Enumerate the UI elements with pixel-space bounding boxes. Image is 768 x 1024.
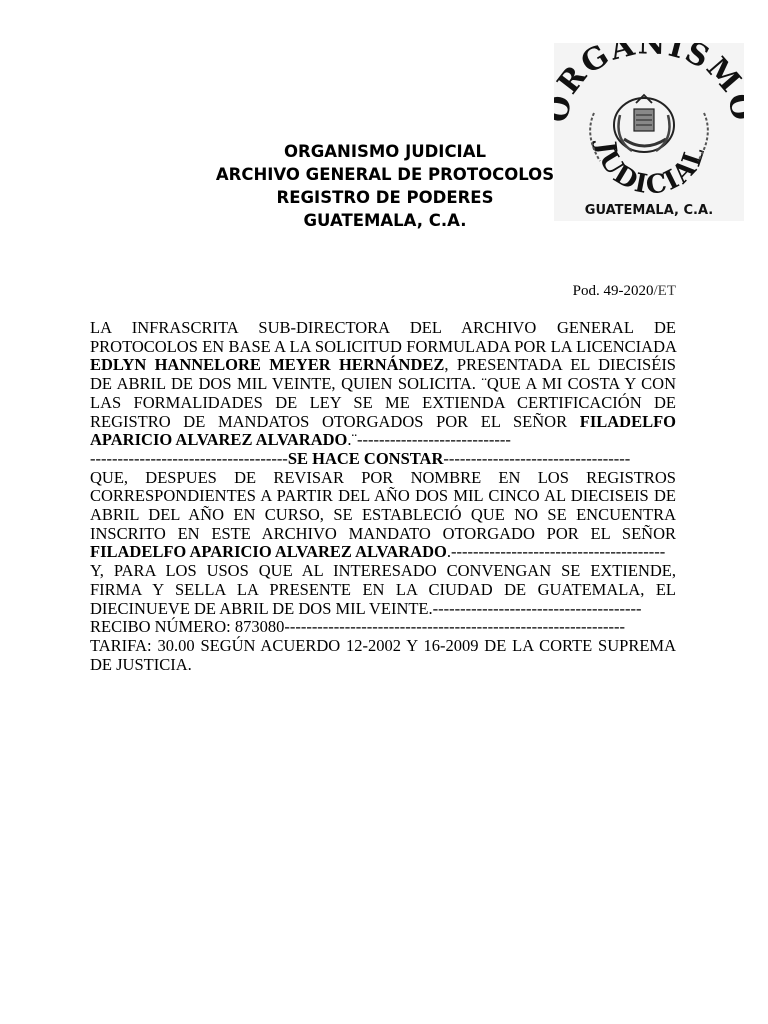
fee-line: TARIFA: 30.00 SEGÚN ACUERDO 12-2002 Y 16-2009 DE LA CORTE SUPREMA DE JUSTICIA. xyxy=(90,635,676,674)
certify-dashes-right: ---------------------------------- xyxy=(443,448,631,468)
request-text-middle: , PRESENTADA EL DIECISÉIS DE ABRIL DE DOS MIL VEINTE, QUIEN SOLICITA. ¨QUE A MI COSTA Y CON LAS FORMALIDADES DE LEY SE ME EXTIENDA CERTIFICACIÓN DE REGISTRO DE MANDATOS OTORGADOS POR EL SEÑOR xyxy=(90,355,676,431)
certify-heading: SE HACE CONSTAR xyxy=(287,448,444,468)
issuance-paragraph: Y, PARA LOS USOS QUE AL INTERESADO CONVENGAN SE EXTIENDE, FIRMA Y SELLA LA PRESENTE EN LA CIUDAD DE GUATEMALA, EL DIECINUEVE DE ABRIL DE DOS MIL VEINTE.-------------------------------------- xyxy=(90,561,676,618)
certificate-body xyxy=(90,319,676,674)
document-header xyxy=(200,140,570,232)
findings-grantor-name: FILADELFO APARICIO ALVAREZ ALVARADO xyxy=(90,542,447,562)
request-text-end: .¨---------------------------- xyxy=(347,430,511,450)
requester-name: EDLYN HANNELORE MEYER HERNÁNDEZ xyxy=(90,355,445,375)
request-text-start: LA INFRASCRITA SUB-DIRECTORA DEL ARCHIVO GENERAL DE PROTOCOLOS EN BASE A LA SOLICITUD FORMULADA POR LA LICENCIADA xyxy=(90,318,676,356)
findings-text: QUE, DESPUES DE REVISAR POR NOMBRE EN LOS REGISTROS CORRESPONDIENTES A PARTIR DEL AÑO DOS MIL CINCO AL DIECISEIS DE ABRIL DEL AÑO EN CURSO, SE ESTABLECIÓ QUE NO SE ENCUENTRA INSCRITO EN ESTE ARCHIVO MANDATO OTORGADO POR EL SEÑOR xyxy=(90,467,676,543)
header-registry: REGISTRO DE PODERES xyxy=(276,188,494,207)
reference-suffix: /ET xyxy=(653,283,676,299)
seal-bottom-text: GUATEMALA, C.A. xyxy=(584,203,714,218)
certify-dashes-left: ------------------------------------ xyxy=(90,448,288,468)
header-location: GUATEMALA, C.A. xyxy=(303,211,467,230)
header-institution: ORGANISMO JUDICIAL xyxy=(284,142,486,161)
header-archive: ARCHIVO GENERAL DE PROTOCOLOS xyxy=(215,165,555,184)
findings-dashes: .--------------------------------------- xyxy=(446,542,666,562)
request-paragraph xyxy=(90,319,676,450)
reference-number xyxy=(573,282,676,300)
organismo-judicial-seal xyxy=(554,43,744,221)
reference-prefix: Pod. 49-2020 xyxy=(572,283,654,299)
seal-ring-text: RGANISM xyxy=(554,43,744,101)
seal-lower-text: JUDICIAL xyxy=(590,139,712,201)
certify-line xyxy=(90,450,676,469)
findings-paragraph xyxy=(90,469,676,563)
receipt-line: RECIBO NÚMERO: 873080-------------------------------------------------------------- xyxy=(90,617,626,637)
grantor-name: FILADELFO APARICIO ALVAREZ ALVARADO xyxy=(90,411,676,450)
